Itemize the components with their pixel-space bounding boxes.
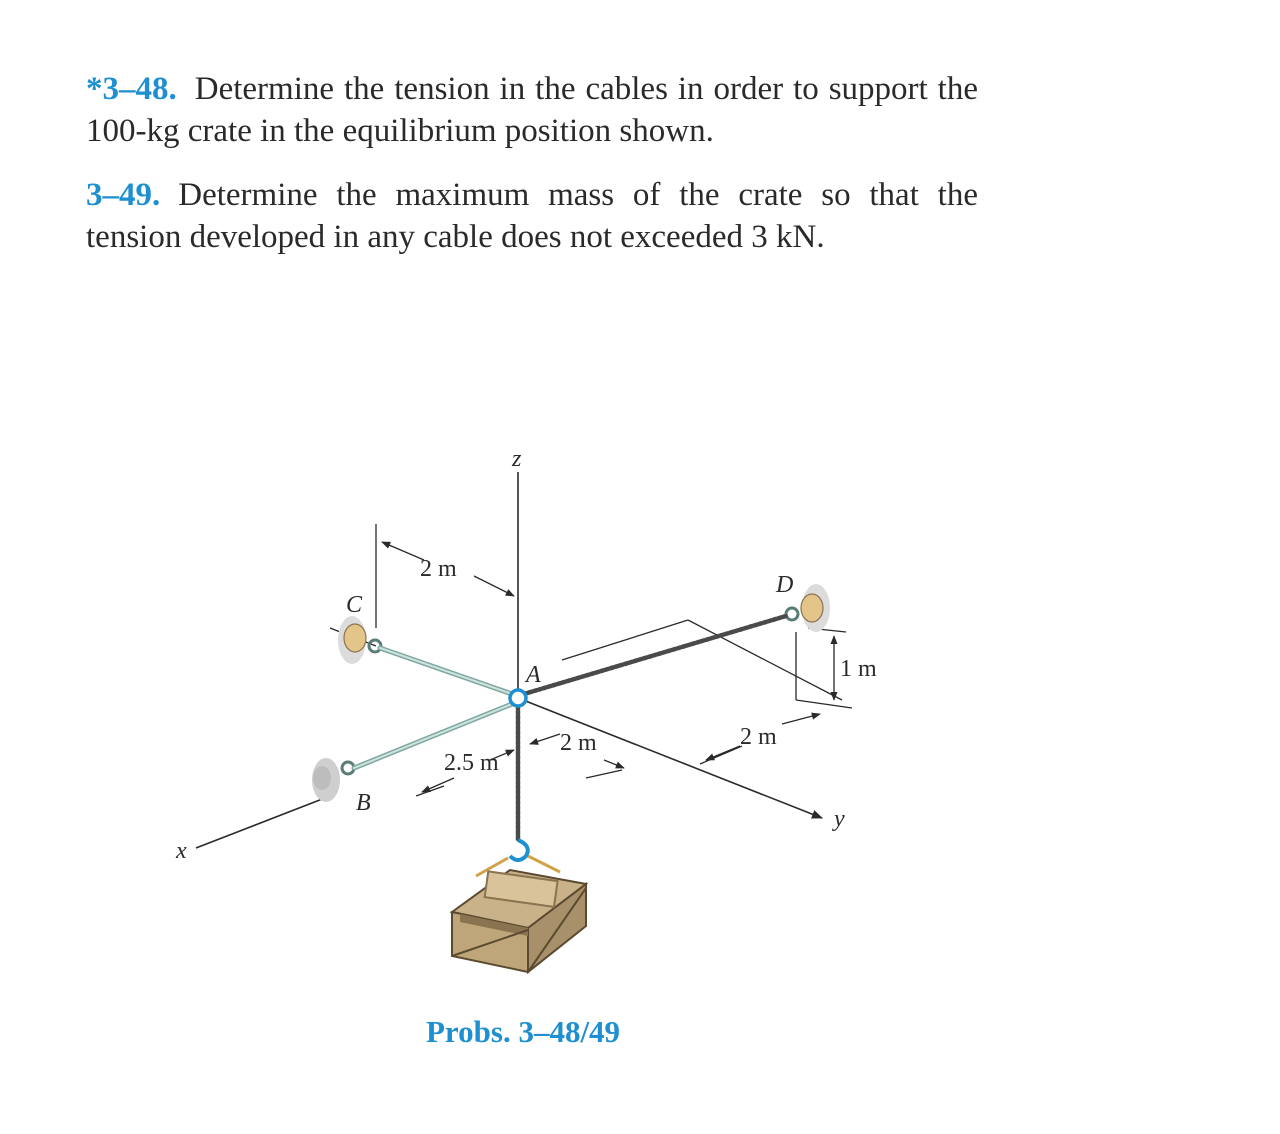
cables <box>354 616 786 840</box>
point-a-label: A <box>526 662 541 688</box>
crate <box>452 856 586 972</box>
cable-ad <box>524 616 786 694</box>
dim-d-height: 1 m <box>840 656 877 682</box>
problem-text: Determine the maximum mass of the crate so that the tension developed in any cable does not exceeded 3 kN. <box>86 177 978 255</box>
axes <box>196 472 822 848</box>
point-c-label: C <box>346 592 363 618</box>
x-axis <box>196 796 330 848</box>
point-d-label: D <box>776 572 794 598</box>
ring-a <box>510 690 526 706</box>
problem-text: Determine the tension in the cables in order to support the 100-kg crate in the equilibrium position shown. <box>86 71 978 149</box>
z-axis-label: z <box>512 446 522 472</box>
x-axis-label: x <box>176 838 187 864</box>
dim-c-offset: 2 m <box>420 556 457 582</box>
problem-number: *3–48. <box>86 71 177 107</box>
dim-b-offset: 2.5 m <box>444 750 499 776</box>
dim-y-near: 2 m <box>560 730 597 756</box>
wall-mount-c <box>338 616 381 664</box>
dim-y-far: 2 m <box>740 724 777 750</box>
y-axis-label: y <box>834 806 845 832</box>
point-b-label: B <box>356 790 371 816</box>
problem-number: 3–49. <box>86 177 161 213</box>
wall-mount-b <box>312 758 354 802</box>
y-axis <box>518 698 822 818</box>
eye-bolt-d <box>786 608 798 620</box>
hook <box>510 840 528 860</box>
figure-caption: Probs. 3–48/49 <box>426 1014 621 1049</box>
